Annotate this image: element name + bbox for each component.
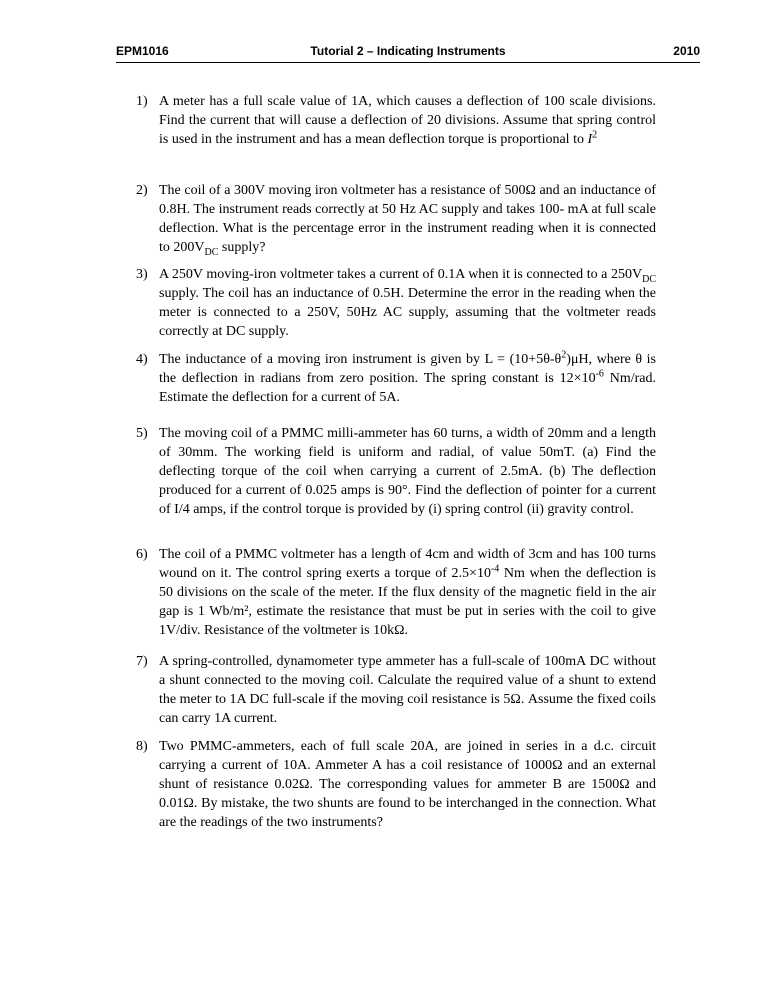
question-text: The coil of a 300V moving iron voltmeter has a resistance of 500Ω and an inductance of 0.8H. The instrument reads correctly at 50 Hz AC supply and takes 100- mA at full scale deflection. What is the percentage error in the instrument reading when it is connected to $200V_{DC}$ supply?	[159, 183, 656, 258]
question-text: A meter has a full scale value of 1A, which causes a deflection of 100 scale divisions. Find the current that will cause a deflection of 20 divisions. Assume that spring control is used in the instrument and has a mean deflection torque is proportional to $I^2$	[159, 94, 656, 147]
question-number: 7)	[136, 654, 148, 669]
question-number: 6)	[136, 547, 148, 562]
page-header	[116, 44, 700, 63]
question-text: A 250V moving-iron voltmeter takes a current of 0.1A when it is connected to a $250V_{DC}$ supply. The coil has an inductance of 0.5H. Determine the error in the reading when the meter is connected to a 250V, 50Hz AC supply, assuming that the voltmeter reads correctly at DC supply.	[159, 267, 656, 339]
question-number: 8)	[136, 739, 148, 754]
question-number: 4)	[136, 352, 148, 367]
question-number: 1)	[136, 94, 148, 109]
header-year: 2010	[673, 44, 700, 58]
question-text: The coil of a PMMC voltmeter has a length of 4cm and width of 3cm and has 100 turns wound on it. The control spring exerts a torque of $2.5\times 10^{-4}$ Nm when the deflection is 50 divisions on the scale of the meter. If the flux density of the magnetic field in the air gap is 1 Wb/m², estimate the resistance that must be put in series with the coil to give 1V/div. Resistance of the voltmeter is 10kΩ.	[159, 547, 656, 638]
question-text: A spring-controlled, dynamometer type ammeter has a full-scale of 100mA DC without a shunt connected to the moving coil. Calculate the required value of a shunt to extend the meter to 1A DC full-scale if the moving coil resistance is 5Ω. Assume the fixed coils can carry 1A current.	[159, 654, 656, 726]
course-code: EPM1016	[116, 44, 169, 58]
question-number: 5)	[136, 426, 148, 441]
question-number: 2)	[136, 183, 148, 198]
header-title: Tutorial 2 – Indicating Instruments	[310, 44, 506, 58]
question-text: The moving coil of a PMMC milli-ammeter has 60 turns, a width of 20mm and a length of 30mm. The working field is uniform and radial, of value 50mT. (a) Find the deflecting torque of the coil when carrying a current of 2.5mA. (b) The deflection produced for a current of 0.025 amps is 90°. Find the deflection of pointer for a current of I/4 amps, if the control torque is provided by (i) spring control (ii) gravity control.	[159, 426, 656, 517]
question-text: The inductance of a moving iron instrument is given by $L = (10+5\theta-\theta^2)\mu H$, where θ is the deflection in radians from zero position. The spring constant is $12\times 10^{-6}$ Nm/rad. Estimate the deflection for a current of 5A.	[159, 349, 657, 405]
question-number: 3)	[136, 267, 148, 282]
question-text: Two PMMC-ammeters, each of full scale 20A, are joined in series in a d.c. circuit carrying a current of 10A. Ammeter A has a coil resistance of 1000Ω and an external shunt of resistance 0.02Ω. The corresponding values for ammeter B are 1500Ω and 0.01Ω. By mistake, the two shunts are found to be interchanged in the connection. What are the readings of the two instruments?	[159, 739, 656, 830]
